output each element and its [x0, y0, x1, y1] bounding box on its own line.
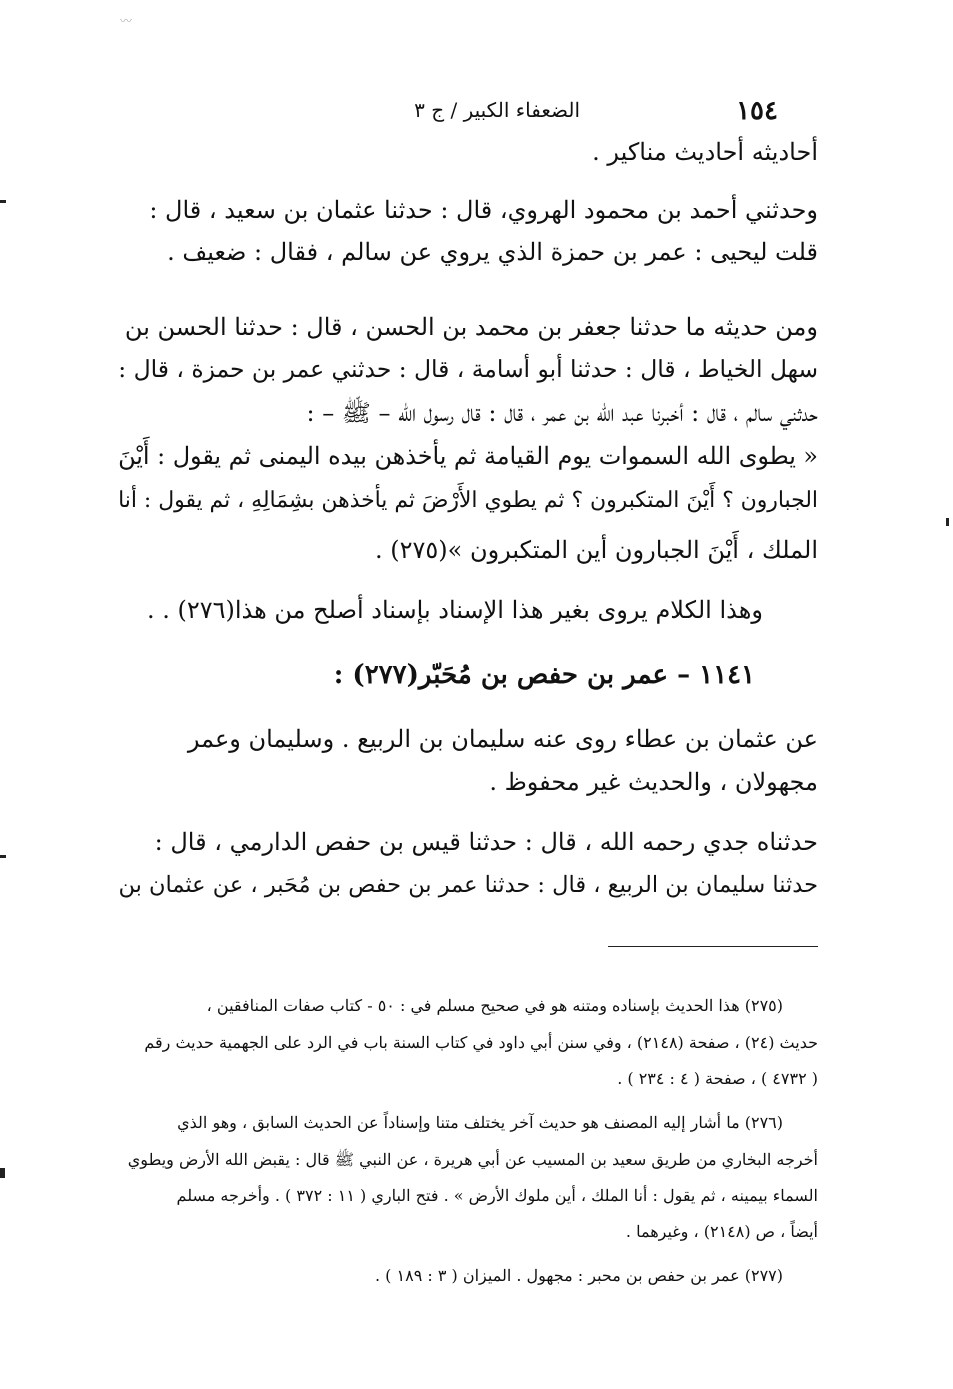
- body-line: وهذا الكلام يروى بغير هذا الإسناد بإسناد أصلح من هذا(٢٧٦) . .: [146, 596, 763, 624]
- footnote-line: ( ٤٧٣٢ ) ، صفحة ( ٤ : ٢٣٤ ) .: [617, 1069, 818, 1088]
- body-line: ومن حديثه ما حدثنا جعفر بن محمد بن الحسن ، قال : حدثنا الحسن بن: [124, 313, 818, 341]
- body-line: عن عثمان بن عطاء روى عنه سليمان بن الربيع . وسليمان وعمر: [187, 725, 818, 753]
- margin-mark: [0, 1168, 5, 1178]
- body-line: وحدثني أحمد بن محمود الهروي، قال : حدثنا عثمان بن سعيد ، قال :: [149, 196, 818, 224]
- body-line: حدثناه جدي رحمه الله ، قال : حدثنا قيس بن حفص الدارمي ، قال :: [154, 828, 818, 856]
- footnote-line: أيضاً ، ص (٢١٤٨) ، وغيرهما .: [625, 1222, 818, 1241]
- footnote-line: (٢٧٧) عمر بن حفص بن محبر : مجهول . الميزان ( ٣ : ١٨٩ ) .: [375, 1266, 783, 1285]
- body-line: أحاديثه أحاديث مناكير .: [592, 138, 818, 166]
- scan-speck: 〰: [120, 14, 133, 28]
- footnote-separator: [608, 946, 818, 947]
- footnote-line: أخرجه البخاري من طريق سعيد بن المسيب عن أبي هريرة ، عن النبي ﷺ قال : يقبض الله الأرض ويطوي: [127, 1150, 818, 1169]
- footnote-line: (٢٧٥) هذا الحديث بإسناده ومتنه هو في صحيح مسلم في : ٥٠ - كتاب صفات المنافقين ،: [206, 996, 783, 1015]
- margin-mark: [0, 855, 6, 858]
- body-line: سهل الخياط ، قال : حدثنا أبو أسامة ، قال : حدثني عمر بن حمزة ، قال :: [118, 355, 818, 383]
- margin-mark: [0, 200, 6, 203]
- body-line: حدثنا سليمان بن الربيع ، قال : حدثنا عمر بن حفص بن مُحَبر ، عن عثمان بن: [118, 872, 818, 898]
- body-line: « يطوى الله السموات يوم القيامة ثم يأخذهن بيده اليمنى ثم يقول : أَيْنَ: [118, 442, 818, 470]
- body-line: الجبارون ؟ أَيْنَ المتكبرون ؟ ثم يطوي الأَرْضَ ثم يأخذهن بشِمَالِهِ ، ثم يقول : أنا: [118, 488, 818, 513]
- entry-heading: ١١٤١ – عمر بن حفص بن مُحَبّر(٢٧٧) :: [333, 660, 755, 690]
- footnote-line: السماء بيمينه ، ثم يقول : أنا الملك ، أين ملوك الأرض » . فتح الباري ( ١١ : ٣٧٢ ) . وأخرجه مسلم: [176, 1186, 818, 1205]
- margin-mark: [946, 518, 949, 526]
- body-line: مجهولان ، والحديث غير محفوظ .: [489, 768, 818, 796]
- running-title: الضعفاء الكبير / ج ٣: [414, 98, 580, 122]
- footnote-line: حديث (٢٤) ، صفحة (٢١٤٨) ، وفي سنن أبي داود في كتاب السنة باب في الرد على الجهمية حديث رقم: [144, 1033, 818, 1052]
- footnote-line: (٢٧٦) ما أشار إليه المصنف هو حديث آخر يختلف متنا وإسناداً عن الحديث السابق ، وهو الذي: [177, 1113, 783, 1132]
- body-line: قلت ليحيى : عمر بن حمزة الذي يروي عن سالم ، فقال : ضعيف .: [167, 238, 818, 266]
- body-line: حدثني سالم ، قال : أخبرنا عبد الله بن عمر ، قال : قال رسول الله – ﷺ – :: [306, 399, 818, 427]
- page-number: ١٥٤: [736, 96, 778, 126]
- body-line: الملك ، أَيْنَ الجبارون أين المتكبرون »(٢٧٥) .: [374, 536, 818, 564]
